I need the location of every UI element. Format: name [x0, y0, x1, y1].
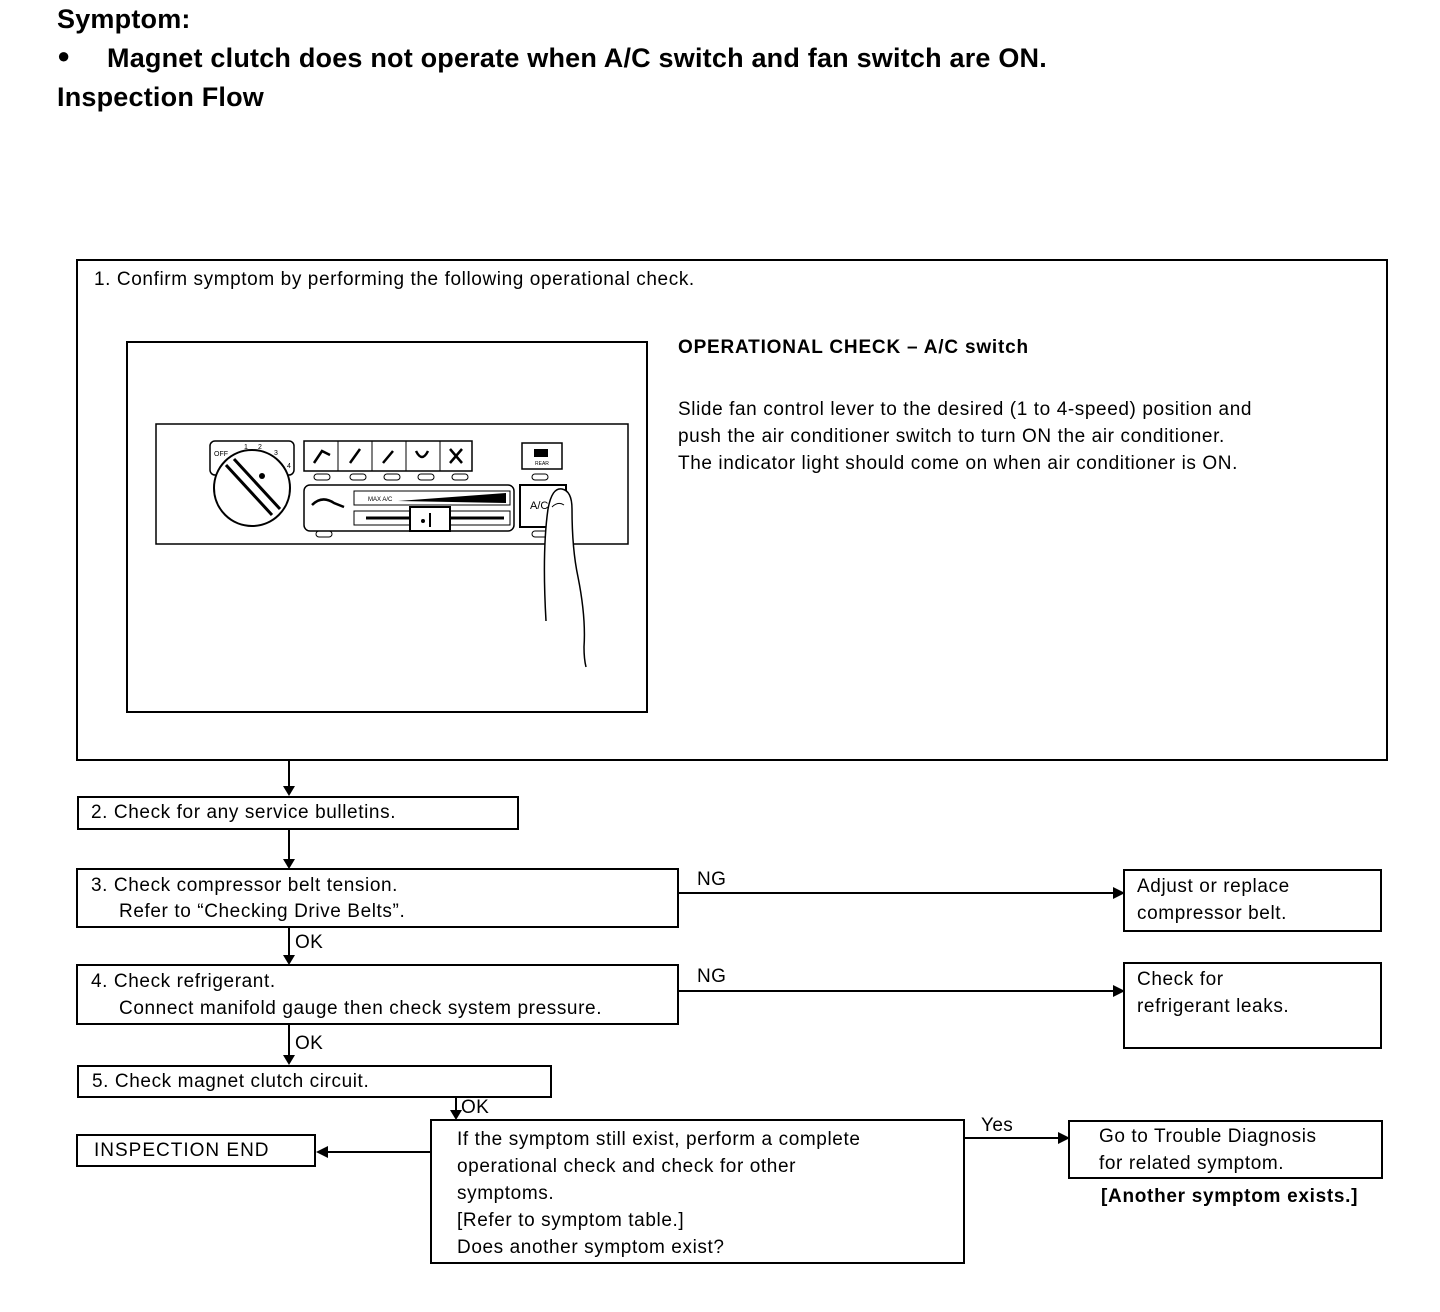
yes-note: [Another symptom exists.] — [1101, 1186, 1359, 1207]
decision-line-2: operational check and check for other — [457, 1156, 797, 1177]
step3-ng-label: NG — [697, 869, 727, 890]
step3-line-1: 3. Check compressor belt tension. — [91, 875, 399, 896]
arrow-down-icon — [283, 786, 295, 796]
connector-4-ng — [679, 990, 1115, 992]
step3-ng-result-line-2: compressor belt. — [1137, 903, 1288, 924]
svg-text:REAR: REAR — [535, 461, 549, 467]
connector-decision-end — [326, 1151, 430, 1153]
step4-box — [76, 964, 679, 1025]
connector-1-2 — [288, 761, 290, 789]
step4-line-2: Connect manifold gauge then check system pressure. — [119, 998, 603, 1019]
step5-text: 5. Check magnet clutch circuit. — [92, 1071, 370, 1092]
svg-text:2: 2 — [258, 444, 262, 451]
connector-4-5 — [288, 1025, 290, 1056]
decision-line-5: Does another symptom exist? — [457, 1237, 725, 1258]
step4-ng-result-line-2: refrigerant leaks. — [1137, 996, 1290, 1017]
ac-control-panel-drawing — [128, 343, 646, 711]
decision-line-1: If the symptom still exist, perform a complete — [457, 1129, 861, 1150]
step4-ok-label: OK — [295, 1033, 324, 1054]
operational-check-line-2: push the air conditioner switch to turn ON the air conditioner. — [678, 426, 1225, 447]
yes-result-line-1: Go to Trouble Diagnosis — [1099, 1126, 1317, 1147]
step4-ng-label: NG — [697, 966, 727, 987]
connector-2-3 — [288, 830, 290, 860]
symptom-title: Symptom: — [57, 4, 191, 34]
decision-line-4: [Refer to symptom table.] — [457, 1210, 685, 1231]
inspection-flow-title: Inspection Flow — [57, 82, 265, 112]
step3-ng-result-line-1: Adjust or replace — [1137, 876, 1290, 897]
connector-3-4 — [288, 928, 290, 956]
svg-text:3: 3 — [274, 450, 278, 457]
symptom-text: Magnet clutch does not operate when A/C switch and fan switch are ON. — [107, 43, 1047, 73]
step4-line-1: 4. Check refrigerant. — [91, 971, 276, 992]
step1-text: 1. Confirm symptom by performing the following operational check. — [94, 269, 695, 290]
dial-label-off: OFF — [214, 451, 228, 458]
step3-box — [76, 868, 679, 928]
step3-ok-label: OK — [295, 932, 324, 953]
operational-check-title: OPERATIONAL CHECK – A/C switch — [678, 337, 1029, 358]
finger-icon — [544, 489, 586, 667]
arrow-left-icon — [316, 1146, 328, 1158]
inspection-end-text: INSPECTION END — [94, 1140, 270, 1161]
ac-panel-illustration — [126, 341, 648, 713]
inspection-end-box — [76, 1134, 316, 1167]
step4-ng-result-box — [1123, 962, 1382, 1049]
arrow-down-icon — [283, 1055, 295, 1065]
decision-box — [430, 1119, 965, 1264]
step5-ok-label: OK — [461, 1097, 490, 1118]
bullet-icon: ● — [57, 43, 71, 68]
fan-dial-icon — [214, 450, 290, 526]
svg-text:A/C: A/C — [530, 500, 549, 512]
step1-box — [76, 259, 1388, 761]
svg-text:1: 1 — [244, 444, 248, 451]
connector-3-ng — [679, 892, 1115, 894]
yes-result-box — [1068, 1120, 1383, 1179]
svg-text:4: 4 — [287, 463, 291, 470]
step2-box — [77, 796, 519, 830]
decision-yes-label: Yes — [981, 1115, 1014, 1136]
step4-ng-result-line-1: Check for — [1137, 969, 1224, 990]
max-ac-label: MAX A/C — [368, 497, 393, 503]
decision-line-3: symptoms. — [457, 1183, 555, 1204]
yes-result-line-2: for related symptom. — [1099, 1153, 1285, 1174]
step3-line-2: Refer to “Checking Drive Belts”. — [119, 901, 406, 922]
step3-ng-result-box — [1123, 869, 1382, 932]
operational-check-line-3: The indicator light should come on when air conditioner is ON. — [678, 453, 1238, 474]
step2-text: 2. Check for any service bulletins. — [91, 802, 397, 823]
connector-decision-yes — [965, 1137, 1060, 1139]
step5-box — [77, 1065, 552, 1098]
operational-check-line-1: Slide fan control lever to the desired (1 to 4-speed) position and — [678, 399, 1253, 420]
